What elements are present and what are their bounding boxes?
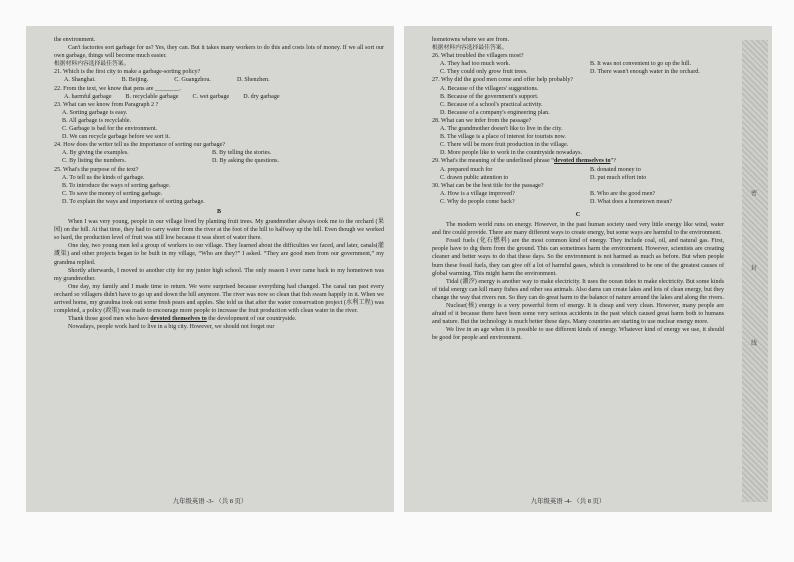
q27-option-c: C. Because of a school's practical activity.: [440, 101, 543, 108]
q23-option-d: D. We can recycle garbage before we sort it.: [62, 134, 171, 141]
q28-option-a: A. The grandmother doesn't like to live in the city.: [440, 126, 563, 133]
q28-options: [432, 125, 724, 157]
section-c-heading: C: [575, 211, 581, 218]
left-intro-para: Can't factories sort garbage for us? Yes, they can. But it takes many workers to do this and costs lots of money. If we all sort our own garbage, things will become much easier.: [54, 45, 384, 60]
q25-options: [54, 174, 384, 206]
passage-b-para-6: Nowadays, people work hard to live in a big city. However, we should not forget our: [68, 324, 275, 331]
q22-option-c: C. wet garbage: [192, 93, 230, 100]
q24-option-b: B. By telling the stories.: [212, 150, 272, 157]
page-left: [26, 26, 394, 512]
passage-c-para-2: Fossil fuels (化石燃料) are the most common kind of energy. They include coal, oil, and natural gas. First, people have to dig them from the ground. This can sometimes harm the environment. However, scientists are creating cleaner and better ways to do that these days. So the environment is not harmed as much as before. But when people burn these fossil fuels, they can give off a lot of harmful gases, which is considered to be one of the greatest causes of global warming. This might harm the environment.: [432, 238, 724, 277]
q21-option-b: B. Beijing.: [121, 77, 149, 84]
q27-options: [432, 85, 724, 117]
q27-option-d: D. Because of a company's engineering plan.: [440, 109, 550, 116]
question-23: 23. What can we know from Paragraph 2 ?: [54, 101, 159, 108]
q26-option-a: A. They had too much work.: [440, 61, 511, 68]
passage-b-para-4: One day, my family and I made time to return. We were surprised because everything had changed. The canal ran past every orchard so villagers didn't have to go up and down the hill anymore. The river was now so clean that fish swam happily in it. When we arrived home, my grandma took out some fresh pears and apples. She told us that after the water conservation project (水利工程) was completed, a policy (政策) was made to encourage more people to increase the fruit production with clean water in the river.: [54, 283, 384, 315]
q23-option-a: A. Sorting garbage is easy.: [62, 109, 128, 116]
q21-option-c: C. Guangzhou.: [174, 77, 211, 84]
q26-option-c: C. They could only grow fruit trees.: [440, 69, 528, 76]
passage-c-para-4: Nuclear(核) energy is a very powerful form of energy. It is cheap and very clean. However, many people are afraid of it because there have been some very serious accidents in the past which caused great harm both to humans and nature. But the technology is much better these days. Many countries are starting to use nuclear energy more.: [432, 303, 724, 326]
seal-mark-3: 线: [751, 340, 758, 347]
q28-option-c: C. There will be more fruit production in the village.: [440, 142, 569, 149]
q29-option-d: D. put much effort into: [590, 174, 647, 181]
q25-option-d: D. To explain the ways and importance of sorting garbage.: [62, 198, 205, 205]
right-intro-line: hometowns where we are from.: [432, 37, 509, 43]
q29-underlined-phrase: devoted themselves to: [553, 158, 611, 165]
q24-option-a: A. By giving the examples.: [62, 150, 129, 157]
q21-options: [54, 76, 384, 84]
q22-options: [54, 93, 384, 101]
q29-options: [432, 166, 724, 182]
left-instruction: 根据材料内容选择最佳答案。: [54, 61, 130, 68]
q29-option-a: A. prepared much for: [440, 166, 493, 173]
question-30: 30. What can be the best title for the passage?: [432, 182, 544, 189]
q22-option-a: A. harmful garbage: [64, 93, 112, 100]
q25-option-a: A. To tell us the kinds of garbage.: [62, 174, 145, 181]
q23-options: [54, 109, 384, 141]
question-26: 26. What troubled the villagers most?: [432, 53, 524, 60]
underlined-phrase: devoted themselves to: [150, 316, 207, 323]
q25-option-c: C. To save the money of sorting garbage.: [62, 190, 163, 197]
question-21: 21. Which is the first city to make a garbage-sorting policy?: [54, 69, 201, 76]
q29-option-c: C. drawn public attention to: [440, 174, 509, 181]
q28-option-b: B. The village is a place of interest for tourists now.: [440, 134, 567, 141]
question-28: 28. What can we infer from the passage?: [432, 117, 532, 124]
page-footer-right: 九年级英语 -4- （共 8 页）: [530, 497, 606, 505]
seal-margin-strip: [742, 40, 768, 502]
seal-mark-2: 封: [751, 265, 758, 272]
q30-option-d: D. What does a hometown mean?: [590, 198, 673, 205]
q26-options: [432, 60, 724, 76]
q21-option-d: D. Shenzhen.: [236, 77, 270, 84]
question-25: 25. What's the purpose of the text?: [54, 166, 139, 173]
question-27: 27. Why did the good men come and offer help probably?: [432, 77, 574, 84]
q30-option-b: B. Who are the good men?: [590, 190, 656, 197]
q26-option-b: B. It was not convenient to go up the hill.: [590, 61, 692, 68]
q24-option-d: D. By asking the questions.: [212, 158, 280, 165]
q22-option-d: D. dry garbage: [243, 93, 280, 100]
page-footer-left: 九年级英语 -3- （共 8 页）: [172, 497, 248, 505]
q26-option-d: D. There wasn't enough water in the orchard.: [590, 69, 700, 76]
q22-option-b: B. recyclable garbage: [125, 93, 179, 100]
q23-option-b: B. All garbage is recyclable.: [62, 117, 132, 124]
q29-option-b: B. donated money to: [590, 166, 641, 173]
passage-b-para-5: Thank those good men who have devoted themselves to the development of our countryside.: [68, 316, 297, 323]
q30-option-a: A. How is a village improved?: [440, 190, 515, 197]
q27-option-a: A. Because of the villagers' suggestions.: [440, 85, 539, 92]
question-24: 24. How does the writer tell us the importance of sorting our garbage?: [54, 142, 226, 149]
passage-b-para-1: When I was very young, people in our village lived by planting fruit trees. My grandmother always took me to the orchard (果园) on the hill. At that time, they had to carry water from the river at the foot of the hill to halfway up the hill. Even though we worked so hard, the production level of fruit was still low because it was short of water there.: [54, 219, 384, 242]
section-b-heading: B: [216, 208, 222, 215]
q24-options: [54, 149, 384, 165]
q30-options: [432, 190, 724, 206]
q28-option-d: D. More people like to work in the countryside nowadays.: [440, 150, 582, 157]
passage-b-para-3: Shortly afterwards, I moved to another city for my junior high school. The only reason I ever came back to my hometown was my grandmother.: [54, 267, 384, 282]
q30-option-c: C. Why do people come back?: [440, 198, 515, 205]
q27-option-b: B. Because of the government's support.: [440, 93, 539, 100]
passage-c-para-3: Tidal (潮汐) energy is another way to make electricity. It uses the ocean tides to make electricity. But some kinds of tidal energy can kill many fishes and other sea animals. Also dams can create lakes and lots of clean energy, but they change the way that rivers run. So they can do great harm to the balance of nature around the lakes and along the rivers.: [432, 278, 724, 301]
q25-option-b: B. To introduce the ways of sorting garbage.: [62, 182, 171, 189]
passage-b-para-2: One day, two young men led a group of workers to our village. They learned about the difficulties we faced, and later, canals(灌溉渠) and other projects began to be built in my village, “Who are they?” I asked. “They are good men from our government,” my grandma replied.: [54, 243, 384, 266]
q21-option-a: A. Shanghai.: [64, 77, 96, 84]
passage-c-para-5: We live in an age when it is possible to use different kinds of energy. Whatever kind of energy we use, it should be good for people and environment.: [432, 327, 724, 342]
left-intro-line: the environment.: [54, 37, 96, 43]
question-29: 29. What's the meaning of the underlined phrase “devoted themselves to”?: [432, 158, 616, 165]
question-22: 22. From the text, we know that pens are ________.: [54, 85, 181, 92]
passage-c-para-1: The modern world runs on energy. However, in the past human society used very little energy like wind, water and fire could provide. There are many different ways to create energy, but some ways are harmful to the environment.: [432, 222, 724, 237]
seal-mark-1: 密: [751, 190, 758, 197]
q23-option-c: C. Garbage is bad for the environment.: [62, 126, 158, 133]
q24-option-c: C. By listing the numbers.: [62, 158, 126, 165]
page-right: [404, 26, 772, 512]
right-instruction: 根据材料内容选择最佳答案。: [432, 45, 508, 52]
